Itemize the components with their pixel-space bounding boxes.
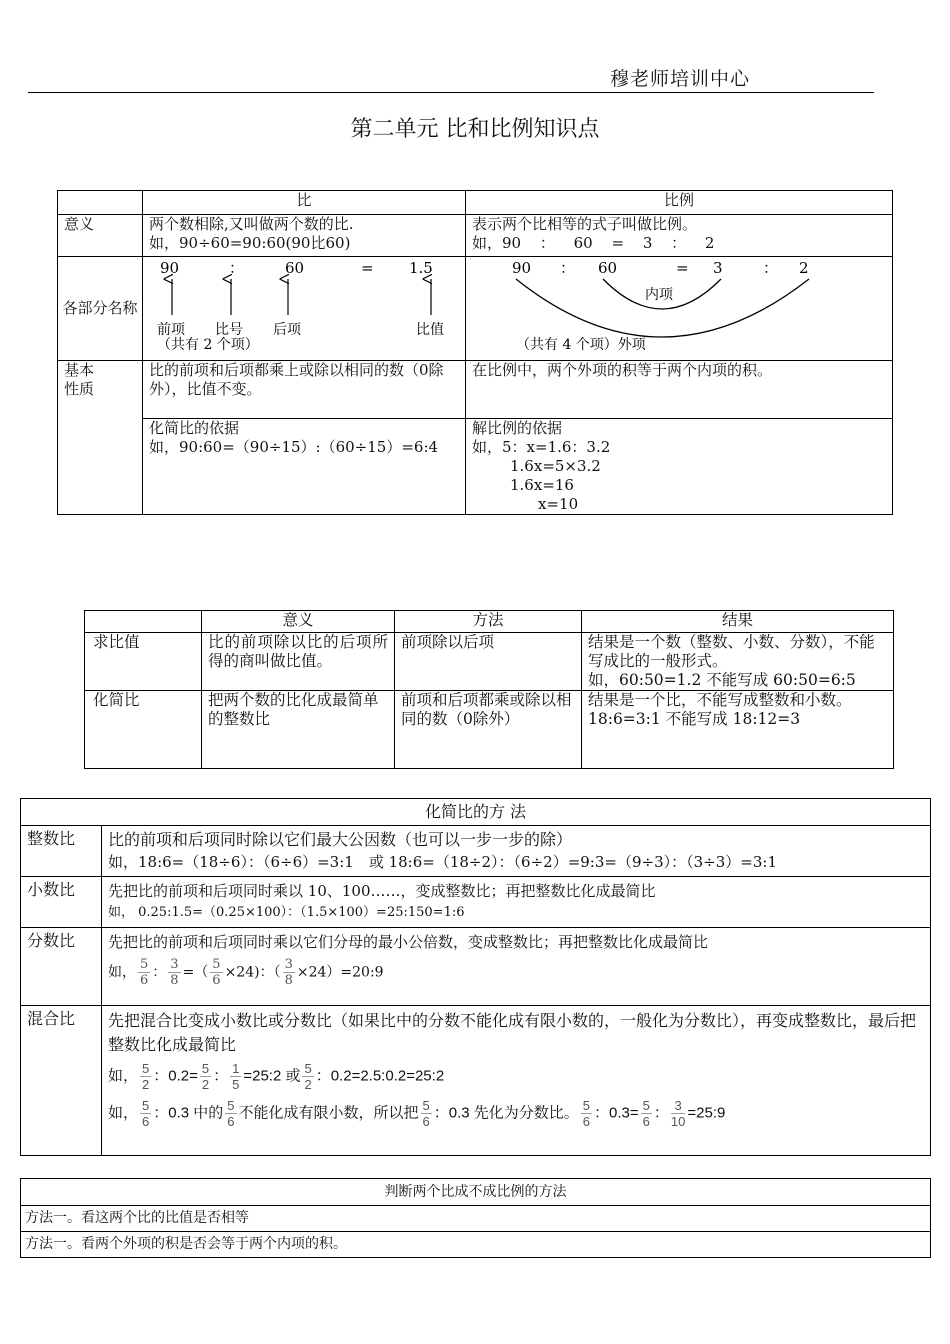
label-consequent: 后项 <box>273 322 301 338</box>
simplify-meaning: 把两个数的比化成最简单的整数比 <box>202 691 395 769</box>
ratio-num-3: = <box>361 259 374 277</box>
mixed-ratio-example-1: 如， $\frac{5}{2}$ ：0.2= $\frac{5}{2}$ ： $\frac{1}{5}$ =25:2 或 $\frac{5}{2}$ ：0.2=2.5:0.2=25:2 <box>108 1061 445 1092</box>
fraction-1-5: $\frac{1}{5}$ <box>232 1061 240 1092</box>
fraction-5-2: $\frac{5}{2}$ <box>304 1061 312 1092</box>
mixed-ratio-desc: 先把混合比变成小数比或分数比（如果比中的分数不能化成有限小数的，一般化为分数比），再变成整数比，最后把整数比化成最简比 <box>108 1011 917 1054</box>
integer-ratio-content <box>102 826 931 877</box>
prop-num-6: 2 <box>799 259 809 277</box>
row-integer-ratio: 整数比 <box>21 826 102 877</box>
prop-num-0: 90 <box>512 259 532 277</box>
ratio-meaning <box>143 215 466 257</box>
judge-method-2: 方法一。看两个外项的积是否会等于两个内项的积。 <box>21 1232 931 1258</box>
proportion-meaning-line2: 如，90 ： 60 = 3 ： 2 <box>472 234 715 252</box>
find-value-result-line2: 如，60:50=1.2 不能写成 60:50=6:5 <box>588 671 856 689</box>
ratio-basis-example: 如，90:60=（90÷15）:（60÷15）=6:4 <box>149 438 439 456</box>
judge-proportion-table <box>20 1178 931 1258</box>
fraction-5-2: $\frac{5}{2}$ <box>201 1061 210 1092</box>
row-fraction-ratio: 分数比 <box>21 928 102 1006</box>
ratio-num-2: 60 <box>285 259 305 277</box>
fraction-3-10: $\frac{3}{10}$ <box>670 1098 686 1129</box>
ratio-num-0: 90 <box>160 259 180 277</box>
prop-num-3: = <box>676 259 689 277</box>
ratio-basis-title: 化简比的依据 <box>149 419 240 437</box>
header-result: 结果 <box>582 611 894 633</box>
row-label-property: 基本性质 <box>58 361 143 515</box>
fraction-ratio-desc: 先把比的前项和后项同时乘以它们分母的最小公倍数，变成整数比；再把整数比化成最简比 <box>108 933 709 951</box>
ratio-item-count: （共有 2 个项） <box>157 337 259 353</box>
fraction-3-8: $\frac{3}{8}$ <box>284 957 293 988</box>
proportion-basis-step2: 1.6x=5×3.2 <box>510 457 601 475</box>
header-rule <box>28 92 874 93</box>
judge-method-1: 方法一。看这两个比的比值是否相等 <box>21 1206 931 1232</box>
judge-proportion-title: 判断两个比成不成比例的方法 <box>21 1179 931 1206</box>
fraction-5-6: $\frac{5}{6}$ <box>422 1098 430 1129</box>
decimal-ratio-example: 如， 0.25:1.5=（0.25×100）：（1.5×100）=25:150=1:6 <box>108 905 465 920</box>
prop-num-5: ： <box>763 259 779 277</box>
fraction-5-2: $\frac{5}{2}$ <box>142 1061 150 1092</box>
proportion-meaning-line1: 表示两个比相等的式子叫做比例。 <box>472 215 698 233</box>
proportion-basis-step1: 如，5：x=1.6：3.2 <box>472 438 611 456</box>
fraction-5-6: $\frac{5}{6}$ <box>227 1098 235 1129</box>
fraction-ratio-example: 如， $\frac{5}{6}$ ： $\frac{3}{8}$ =（ $\frac{5}{6}$ ×24)：（ $\frac{3}{8}$ ×24）=20:9 <box>108 957 384 988</box>
inner-terms-label: 内项 <box>645 287 673 303</box>
proportion-basis-title: 解比例的依据 <box>472 419 563 437</box>
proportion-solve-basis <box>466 419 893 515</box>
fraction-ratio-content <box>102 928 931 1006</box>
proportion-parts-svg <box>466 257 890 355</box>
prop-num-4: 3 <box>713 259 723 277</box>
decimal-ratio-content <box>102 877 931 928</box>
ratio-proportion-table <box>57 190 893 515</box>
col-ratio: 比 <box>143 191 466 215</box>
integer-ratio-desc: 比的前项和后项同时除以它们最大公因数（也可以一步一步的除） <box>108 830 573 849</box>
row-label-meaning: 意义 <box>58 215 143 257</box>
ratio-property: 比的前项和后项都乘上或除以相同的数（0除外），比值不变。 <box>143 361 466 419</box>
col-proportion: 比例 <box>466 191 893 215</box>
label-ratio-value: 比值 <box>416 322 444 338</box>
simplify-methods-title: 化简比的方 法 <box>21 799 931 826</box>
simplify-methods-table <box>20 798 931 1156</box>
ratio-parts-diagram <box>143 257 466 361</box>
label-ratio-sign: 比号 <box>215 322 243 338</box>
simplify-result <box>582 691 894 769</box>
find-value-result-line1: 结果是一个数（整数、小数、分数），不能写成比的一般形式。 <box>588 633 875 670</box>
find-value-result <box>582 633 894 691</box>
decimal-ratio-desc: 先把比的前项和后项同时乘以 10、100……，变成整数比；再把整数比化成最简比 <box>108 882 656 900</box>
prop-num-2: 60 <box>598 259 618 277</box>
prop-num-1: ： <box>560 259 576 277</box>
fraction-3-8: $\frac{3}{8}$ <box>170 957 179 988</box>
ratio-value-vs-simplify-table <box>84 610 894 769</box>
simplify-method: 前项和后项都乘或除以相同的数（0除外） <box>395 691 582 769</box>
page-title: 第二单元 比和比例知识点 <box>350 117 600 142</box>
proportion-meaning <box>466 215 893 257</box>
find-value-method: 前项除以后项 <box>395 633 582 691</box>
label-antecedent: 前项 <box>157 322 185 338</box>
ratio-meaning-line2: 如，90÷60=90:60(90比60) <box>149 234 351 252</box>
fraction-5-6: $\frac{5}{6}$ <box>142 1098 150 1129</box>
org-name: 穆老师培训中心 <box>610 68 751 90</box>
proportion-parts-diagram <box>466 257 893 361</box>
header-method: 方法 <box>395 611 582 633</box>
proportion-basis-step3: 1.6x=16 <box>510 476 574 494</box>
simplify-result-line1: 结果是一个比，不能写成整数和小数。 <box>588 691 852 709</box>
proportion-property: 在比例中，两个外项的积等于两个内项的积。 <box>466 361 893 419</box>
find-value-meaning: 比的前项除以比的后项所得的商叫做比值。 <box>202 633 395 691</box>
ratio-parts-svg <box>143 257 465 355</box>
integer-ratio-example: 如，18:6=（18÷6）：（6÷6）=3:1 或 18:6=（18÷2）：（6÷2）=9:3=（9÷3）：（3÷3）=3:1 <box>108 853 777 871</box>
header-meaning: 意义 <box>202 611 395 633</box>
fraction-5-6: $\frac{5}{6}$ <box>140 957 149 988</box>
proportion-basis-step4: x=10 <box>538 495 579 513</box>
row-simplify: 化简比 <box>85 691 202 769</box>
mixed-ratio-example-2: 如， $\frac{5}{6}$ ：0.3 中的 $\frac{5}{6}$ 不能化成有限小数，所以把 $\frac{5}{6}$ ：0.3 先化为分数比。 $\frac{5}{6}$ ：0.3= $\frac{5}{6}$ ： $\frac{3}{10}$ =25:9 <box>108 1098 726 1129</box>
proportion-item-count: （共有 4 个项）外项 <box>516 337 646 353</box>
fraction-5-6: $\frac{5}{6}$ <box>212 957 221 988</box>
ratio-meaning-line1: 两个数相除,又叫做两个数的比. <box>149 215 354 233</box>
row-label-parts: 各部分名称 <box>58 257 143 361</box>
ratio-simplify-basis <box>143 419 466 515</box>
simplify-result-line2: 18:6=3:1 不能写成 18:12=3 <box>588 710 801 728</box>
fraction-5-6: $\frac{5}{6}$ <box>582 1098 591 1129</box>
row-mixed-ratio: 混合比 <box>21 1006 102 1156</box>
ratio-num-1: ： <box>229 259 245 277</box>
row-find-value: 求比值 <box>85 633 202 691</box>
fraction-5-6: $\frac{5}{6}$ <box>642 1098 650 1129</box>
row-decimal-ratio: 小数比 <box>21 877 102 928</box>
ratio-num-4: 1.5 <box>409 259 433 277</box>
mixed-ratio-content <box>102 1006 931 1156</box>
